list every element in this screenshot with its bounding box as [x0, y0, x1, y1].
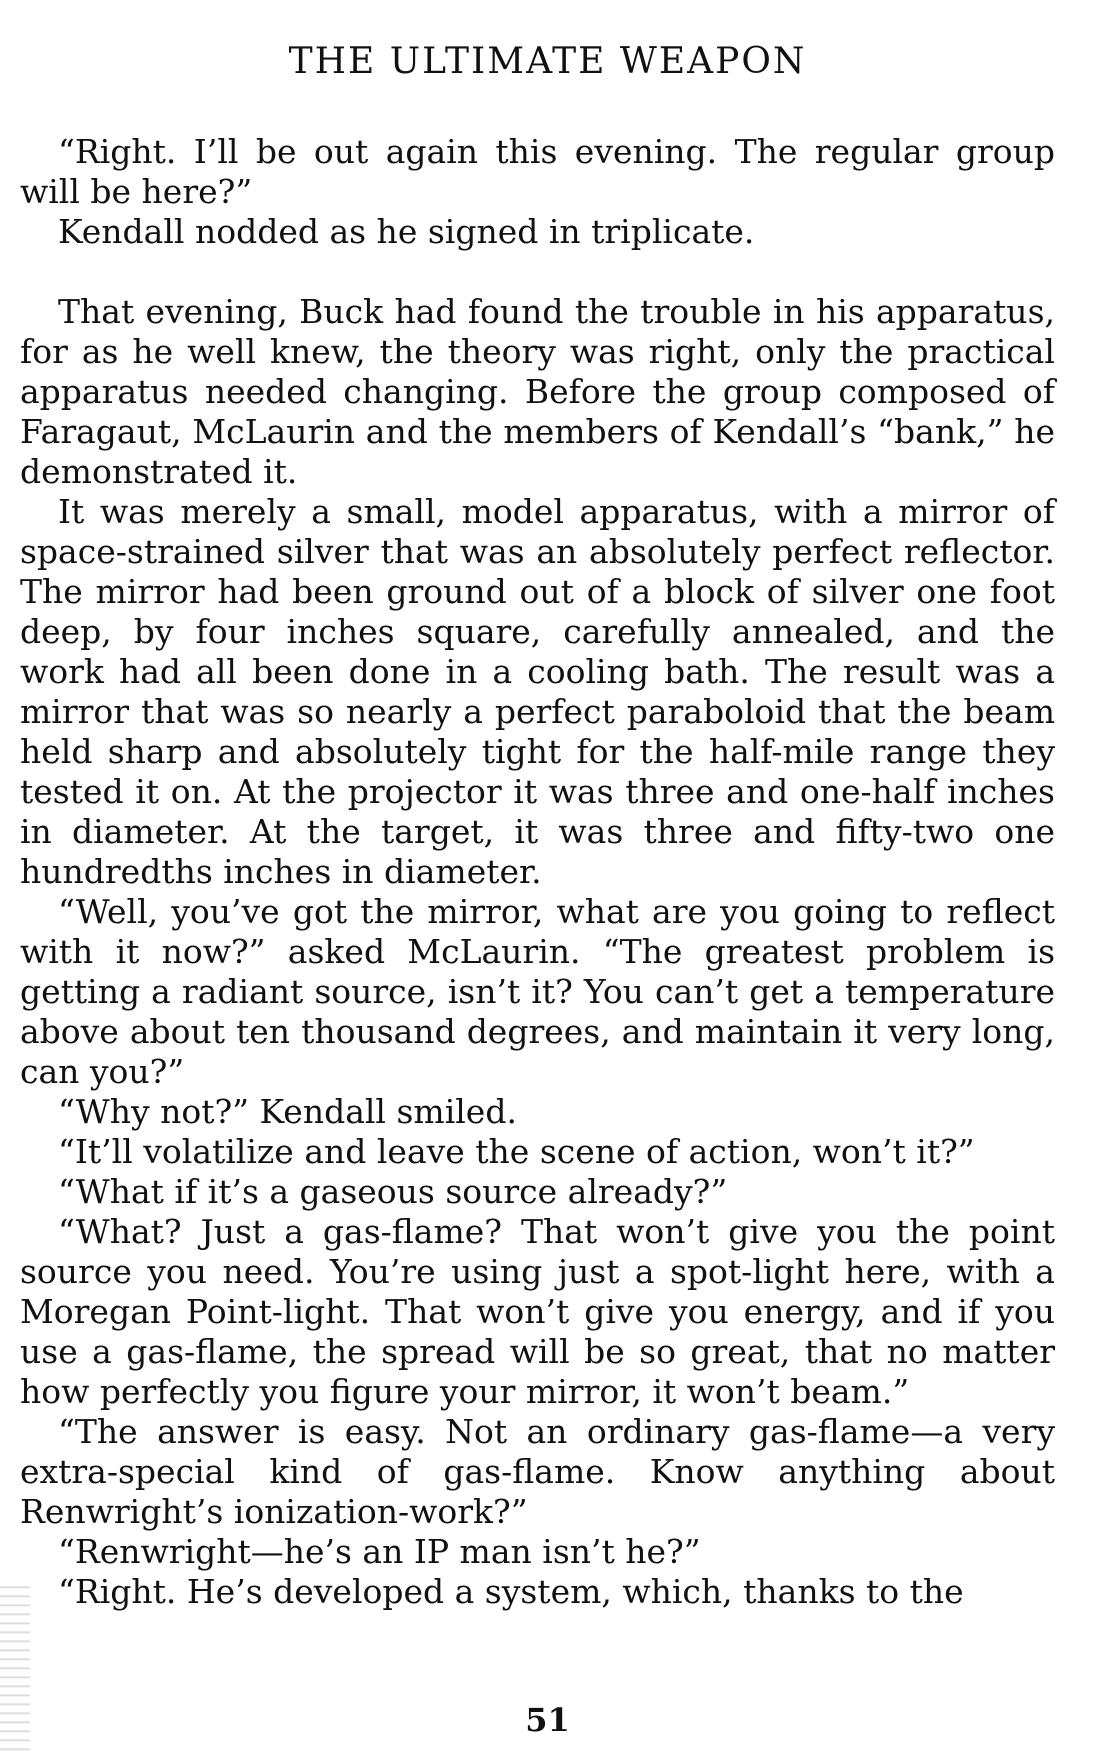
paragraph: “Right. I’ll be out again this evening. The regular group will be here?” — [20, 132, 1055, 211]
paragraph: “What? Just a gas-flame? That won’t give you the point source you need. You’re using just a spot-light here, with a Moregan Point-light. That won’t give you energy, and if you use a gas-flame, the spread will be so great, that no matter how perfectly you figure your mirror, it won’t beam.” — [20, 1212, 1055, 1411]
paragraph: “Well, you’ve got the mirror, what are you going to reflect with it now?” asked McLaurin. “The greatest problem is getting a radiant source, isn’t it? You can’t get a temperature above about ten thousand degrees, and maintain it very long, can you?” — [20, 892, 1055, 1091]
paragraph: “Right. He’s developed a system, which, thanks to the — [58, 1572, 964, 1611]
body-text — [20, 132, 1055, 1612]
paragraph: “The answer is easy. Not an ordinary gas-flame—a very extra-special kind of gas-flame. Know anything about Renwright’s ionization-work?” — [20, 1412, 1055, 1531]
page-number: 51 — [525, 1701, 570, 1739]
paragraph: “Why not?” Kendall smiled. — [58, 1092, 517, 1131]
paragraph: It was merely a small, model apparatus, with a mirror of space-strained silver that was an absolutely perfect reflector. The mirror had been ground out of a block of silver one foot deep, by four inches square, carefully annealed, and the work had all been done in a cooling bath. The result was a mirror that was so nearly a perfect paraboloid that the beam held sharp and absolutely tight for the half-mile range they tested it on. At the projector it was three and one-half inches in diameter. At the target, it was three and fifty-two one hundredths inches in diameter. — [20, 492, 1055, 891]
paragraph: That evening, Buck had found the trouble in his apparatus, for as he well knew, the theory was right, only the practical apparatus needed changing. Before the group composed of Faragaut, McLaurin and the members of Kendall’s “bank,” he demonstrated it. — [20, 292, 1055, 491]
paragraph: Kendall nodded as he signed in triplicate. — [58, 212, 755, 251]
paragraph: “What if it’s a gaseous source already?” — [58, 1172, 728, 1211]
paragraph: “Renwright—he’s an IP man isn’t he?” — [58, 1532, 701, 1571]
paragraph: “It’ll volatilize and leave the scene of action, won’t it?” — [58, 1132, 975, 1171]
running-head: THE ULTIMATE WEAPON — [288, 41, 807, 82]
